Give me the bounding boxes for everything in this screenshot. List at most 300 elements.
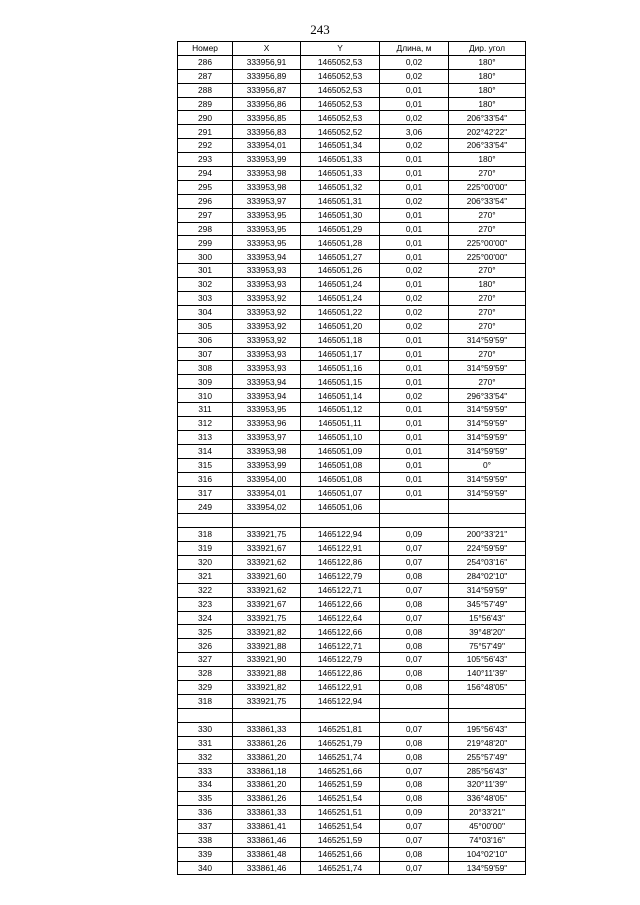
cell-x: 333956,89 (233, 69, 301, 83)
table-row (178, 430, 526, 444)
cell-x: 333954,01 (233, 139, 301, 153)
cell-length (380, 694, 449, 708)
table-row (178, 139, 526, 153)
cell-number: 298 (178, 222, 233, 236)
cell-length: 0,02 (380, 264, 449, 278)
cell-direction-angle: 284°02'10" (449, 569, 526, 583)
cell-y: 1465052,52 (301, 125, 380, 139)
cell-direction-angle: 206°33'54" (449, 194, 526, 208)
cell-y: 1465051,09 (301, 444, 380, 458)
table-row (178, 667, 526, 681)
cell-direction-angle: 270° (449, 264, 526, 278)
table-row (178, 347, 526, 361)
cell-x: 333956,85 (233, 111, 301, 125)
cell-number: 330 (178, 722, 233, 736)
table-row (178, 514, 526, 528)
table-row (178, 417, 526, 431)
cell-x: 333953,98 (233, 180, 301, 194)
cell-number: 315 (178, 458, 233, 472)
cell-direction-angle: 270° (449, 305, 526, 319)
cell-x: 333953,94 (233, 250, 301, 264)
cell-x: 333861,20 (233, 778, 301, 792)
cell-x: 333953,95 (233, 208, 301, 222)
cell-length: 0,01 (380, 83, 449, 97)
cell-direction-angle: 314°59'59" (449, 333, 526, 347)
cell-y: 1465051,34 (301, 139, 380, 153)
cell-length: 0,07 (380, 555, 449, 569)
cell-x: 333956,86 (233, 97, 301, 111)
cell-number: 332 (178, 750, 233, 764)
table-row (178, 694, 526, 708)
cell-x: 333956,87 (233, 83, 301, 97)
cell-y: 1465251,66 (301, 847, 380, 861)
cell-direction-angle: 224°59'59" (449, 542, 526, 556)
cell-y (301, 514, 380, 528)
cell-x: 333861,46 (233, 833, 301, 847)
cell-y: 1465051,26 (301, 264, 380, 278)
cell-direction-angle: 180° (449, 153, 526, 167)
cell-length: 0,01 (380, 236, 449, 250)
cell-length: 0,07 (380, 833, 449, 847)
cell-number: 294 (178, 167, 233, 181)
cell-y: 1465122,71 (301, 639, 380, 653)
table-row (178, 250, 526, 264)
table-row (178, 861, 526, 875)
table-row (178, 542, 526, 556)
cell-direction-angle: 200°33'21" (449, 528, 526, 542)
cell-length: 0,02 (380, 111, 449, 125)
cell-direction-angle: 225°00'00" (449, 250, 526, 264)
table-row (178, 778, 526, 792)
cell-y: 1465251,79 (301, 736, 380, 750)
cell-direction-angle: 15°56'43" (449, 611, 526, 625)
cell-number (178, 708, 233, 722)
cell-direction-angle: 314°59'59" (449, 472, 526, 486)
cell-x: 333861,33 (233, 805, 301, 819)
cell-x: 333956,83 (233, 125, 301, 139)
table-row (178, 305, 526, 319)
table-row (178, 69, 526, 83)
cell-y: 1465052,53 (301, 55, 380, 69)
cell-length: 0,08 (380, 680, 449, 694)
cell-number: 324 (178, 611, 233, 625)
cell-length: 0,07 (380, 722, 449, 736)
table-row (178, 583, 526, 597)
cell-number: 288 (178, 83, 233, 97)
cell-x: 333954,02 (233, 500, 301, 514)
cell-y: 1465051,24 (301, 292, 380, 306)
cell-x: 333953,94 (233, 375, 301, 389)
cell-number: 303 (178, 292, 233, 306)
cell-length: 0,08 (380, 597, 449, 611)
cell-length: 0,01 (380, 417, 449, 431)
cell-direction-angle: 285°56'43" (449, 764, 526, 778)
cell-x: 333953,92 (233, 333, 301, 347)
cell-number: 325 (178, 625, 233, 639)
cell-number: 329 (178, 680, 233, 694)
cell-x: 333953,95 (233, 222, 301, 236)
cell-y: 1465051,33 (301, 167, 380, 181)
cell-number: 289 (178, 97, 233, 111)
coordinates-table (177, 41, 526, 875)
cell-x: 333921,88 (233, 667, 301, 681)
cell-x: 333861,33 (233, 722, 301, 736)
table-row (178, 750, 526, 764)
cell-y: 1465122,64 (301, 611, 380, 625)
cell-direction-angle: 270° (449, 347, 526, 361)
cell-direction-angle: 314°59'59" (449, 486, 526, 500)
cell-y: 1465051,28 (301, 236, 380, 250)
cell-length: 0,07 (380, 583, 449, 597)
cell-x: 333861,48 (233, 847, 301, 861)
cell-length: 0,08 (380, 667, 449, 681)
cell-length: 0,07 (380, 764, 449, 778)
cell-length: 0,01 (380, 375, 449, 389)
cell-number: 326 (178, 639, 233, 653)
cell-length: 0,08 (380, 736, 449, 750)
cell-x: 333953,95 (233, 403, 301, 417)
cell-length: 0,01 (380, 153, 449, 167)
table-row (178, 597, 526, 611)
cell-y: 1465122,86 (301, 667, 380, 681)
cell-y: 1465051,20 (301, 319, 380, 333)
cell-direction-angle: 180° (449, 97, 526, 111)
cell-number: 296 (178, 194, 233, 208)
cell-y: 1465122,71 (301, 583, 380, 597)
cell-x: 333921,60 (233, 569, 301, 583)
table-row (178, 486, 526, 500)
cell-direction-angle: 254°03'16" (449, 555, 526, 569)
cell-direction-angle: 180° (449, 83, 526, 97)
table-row (178, 764, 526, 778)
cell-number: 319 (178, 542, 233, 556)
table-row (178, 680, 526, 694)
table-row (178, 333, 526, 347)
cell-number: 331 (178, 736, 233, 750)
cell-y: 1465051,08 (301, 458, 380, 472)
cell-length: 0,07 (380, 819, 449, 833)
cell-direction-angle: 74°03'16" (449, 833, 526, 847)
table-row (178, 111, 526, 125)
cell-number: 335 (178, 792, 233, 806)
cell-length: 0,01 (380, 472, 449, 486)
cell-length: 0,01 (380, 97, 449, 111)
cell-x: 333861,20 (233, 750, 301, 764)
cell-length: 0,02 (380, 389, 449, 403)
cell-x: 333921,67 (233, 597, 301, 611)
table-row (178, 222, 526, 236)
cell-x: 333861,46 (233, 861, 301, 875)
cell-length: 0,08 (380, 750, 449, 764)
cell-x: 333953,95 (233, 236, 301, 250)
cell-number: 327 (178, 653, 233, 667)
cell-direction-angle: 180° (449, 69, 526, 83)
cell-x: 333921,88 (233, 639, 301, 653)
table-row (178, 83, 526, 97)
cell-direction-angle: 225°00'00" (449, 180, 526, 194)
cell-y: 1465122,79 (301, 569, 380, 583)
cell-direction-angle: 140°11'39" (449, 667, 526, 681)
table-row (178, 736, 526, 750)
cell-direction-angle: 270° (449, 208, 526, 222)
cell-x (233, 708, 301, 722)
cell-length: 0,09 (380, 528, 449, 542)
table-row (178, 639, 526, 653)
page-number: 243 (310, 22, 330, 37)
cell-y: 1465052,53 (301, 97, 380, 111)
table-row (178, 819, 526, 833)
cell-number: 300 (178, 250, 233, 264)
cell-length: 0,02 (380, 55, 449, 69)
table-row (178, 528, 526, 542)
column-header-length: Длина, м (380, 42, 449, 56)
table-body (178, 55, 526, 875)
cell-length (380, 514, 449, 528)
cell-length: 0,02 (380, 194, 449, 208)
cell-x: 333953,93 (233, 264, 301, 278)
cell-y (301, 708, 380, 722)
cell-y: 1465122,91 (301, 542, 380, 556)
table-row (178, 472, 526, 486)
cell-number: 320 (178, 555, 233, 569)
cell-x (233, 514, 301, 528)
cell-y: 1465251,54 (301, 819, 380, 833)
cell-y: 1465051,11 (301, 417, 380, 431)
cell-length: 0,01 (380, 430, 449, 444)
table-row (178, 361, 526, 375)
cell-direction-angle: 270° (449, 319, 526, 333)
cell-x: 333953,99 (233, 153, 301, 167)
table-row (178, 208, 526, 222)
cell-direction-angle: 314°59'59" (449, 583, 526, 597)
table-row (178, 833, 526, 847)
cell-direction-angle: 104°02'10" (449, 847, 526, 861)
cell-y: 1465052,53 (301, 111, 380, 125)
cell-length: 0,01 (380, 458, 449, 472)
column-header-number: Номер (178, 42, 233, 56)
cell-number: 305 (178, 319, 233, 333)
cell-length: 0,08 (380, 569, 449, 583)
cell-y: 1465051,12 (301, 403, 380, 417)
cell-number: 287 (178, 69, 233, 83)
table-row (178, 97, 526, 111)
cell-direction-angle: 225°00'00" (449, 236, 526, 250)
cell-direction-angle: 270° (449, 222, 526, 236)
cell-x: 333861,18 (233, 764, 301, 778)
table-row (178, 167, 526, 181)
cell-number: 337 (178, 819, 233, 833)
cell-direction-angle: 206°33'54" (449, 139, 526, 153)
cell-number: 308 (178, 361, 233, 375)
cell-y: 1465122,91 (301, 680, 380, 694)
cell-x: 333956,91 (233, 55, 301, 69)
cell-length: 0,01 (380, 333, 449, 347)
cell-length (380, 500, 449, 514)
table-row (178, 236, 526, 250)
cell-y: 1465122,86 (301, 555, 380, 569)
table-row (178, 555, 526, 569)
cell-number: 307 (178, 347, 233, 361)
table-row (178, 403, 526, 417)
cell-y: 1465051,07 (301, 486, 380, 500)
cell-length: 0,02 (380, 319, 449, 333)
cell-direction-angle: 202°42'22" (449, 125, 526, 139)
cell-x: 333953,94 (233, 389, 301, 403)
cell-length: 0,08 (380, 625, 449, 639)
table-row (178, 458, 526, 472)
cell-x: 333953,93 (233, 278, 301, 292)
cell-x: 333921,62 (233, 555, 301, 569)
cell-direction-angle: 320°11'39" (449, 778, 526, 792)
cell-y: 1465051,32 (301, 180, 380, 194)
table-row (178, 805, 526, 819)
table-row (178, 847, 526, 861)
cell-direction-angle: 270° (449, 167, 526, 181)
cell-x: 333921,82 (233, 680, 301, 694)
cell-number: 322 (178, 583, 233, 597)
table-row (178, 180, 526, 194)
table-row (178, 708, 526, 722)
cell-number: 334 (178, 778, 233, 792)
cell-y: 1465251,54 (301, 792, 380, 806)
cell-x: 333953,92 (233, 305, 301, 319)
cell-number: 339 (178, 847, 233, 861)
cell-direction-angle: 296°33'54" (449, 389, 526, 403)
cell-direction-angle: 180° (449, 278, 526, 292)
cell-direction-angle: 180° (449, 55, 526, 69)
cell-length: 0,02 (380, 139, 449, 153)
cell-number: 328 (178, 667, 233, 681)
cell-y: 1465051,14 (301, 389, 380, 403)
cell-length: 0,01 (380, 180, 449, 194)
cell-number: 291 (178, 125, 233, 139)
cell-y: 1465122,66 (301, 597, 380, 611)
cell-y: 1465051,16 (301, 361, 380, 375)
cell-length: 0,08 (380, 792, 449, 806)
cell-x: 333953,93 (233, 361, 301, 375)
cell-y: 1465051,10 (301, 430, 380, 444)
cell-x: 333921,67 (233, 542, 301, 556)
table-row (178, 444, 526, 458)
cell-direction-angle: 219°48'20" (449, 736, 526, 750)
cell-number: 293 (178, 153, 233, 167)
cell-length: 0,08 (380, 639, 449, 653)
cell-number: 286 (178, 55, 233, 69)
cell-direction-angle: 134°59'59" (449, 861, 526, 875)
cell-length: 0,09 (380, 805, 449, 819)
cell-x: 333861,26 (233, 792, 301, 806)
cell-length: 0,01 (380, 486, 449, 500)
cell-x: 333921,90 (233, 653, 301, 667)
cell-number: 290 (178, 111, 233, 125)
cell-y: 1465051,18 (301, 333, 380, 347)
cell-number: 317 (178, 486, 233, 500)
cell-x: 333861,41 (233, 819, 301, 833)
table-row (178, 125, 526, 139)
table-row (178, 153, 526, 167)
cell-direction-angle: 0° (449, 458, 526, 472)
cell-number: 318 (178, 694, 233, 708)
cell-y: 1465051,29 (301, 222, 380, 236)
cell-number: 299 (178, 236, 233, 250)
cell-x: 333921,82 (233, 625, 301, 639)
cell-number: 314 (178, 444, 233, 458)
cell-length: 0,01 (380, 361, 449, 375)
cell-direction-angle: 156°48'05" (449, 680, 526, 694)
cell-number: 311 (178, 403, 233, 417)
cell-number: 249 (178, 500, 233, 514)
cell-number: 340 (178, 861, 233, 875)
cell-x: 333953,98 (233, 167, 301, 181)
cell-y: 1465251,81 (301, 722, 380, 736)
cell-x: 333953,98 (233, 444, 301, 458)
table-row (178, 625, 526, 639)
cell-y: 1465122,79 (301, 653, 380, 667)
cell-length: 0,01 (380, 222, 449, 236)
cell-number: 304 (178, 305, 233, 319)
cell-direction-angle: 20°33'21" (449, 805, 526, 819)
cell-x: 333953,97 (233, 194, 301, 208)
cell-length: 0,01 (380, 444, 449, 458)
cell-y: 1465251,51 (301, 805, 380, 819)
column-header-y: Y (301, 42, 380, 56)
cell-direction-angle: 314°59'59" (449, 444, 526, 458)
cell-y: 1465051,24 (301, 278, 380, 292)
table-row (178, 319, 526, 333)
cell-length: 0,02 (380, 69, 449, 83)
cell-length (380, 708, 449, 722)
cell-length: 0,01 (380, 403, 449, 417)
cell-y: 1465251,59 (301, 778, 380, 792)
cell-direction-angle: 39°48'20" (449, 625, 526, 639)
cell-y: 1465051,17 (301, 347, 380, 361)
cell-number: 318 (178, 528, 233, 542)
cell-direction-angle: 195°56'43" (449, 722, 526, 736)
table-row (178, 653, 526, 667)
cell-direction-angle (449, 514, 526, 528)
cell-direction-angle (449, 708, 526, 722)
cell-number: 309 (178, 375, 233, 389)
cell-length: 3,06 (380, 125, 449, 139)
cell-length: 0,07 (380, 542, 449, 556)
cell-number: 313 (178, 430, 233, 444)
cell-y: 1465051,31 (301, 194, 380, 208)
cell-direction-angle: 75°57'49" (449, 639, 526, 653)
table-row (178, 500, 526, 514)
cell-length: 0,01 (380, 278, 449, 292)
cell-direction-angle (449, 500, 526, 514)
cell-direction-angle: 255°57'49" (449, 750, 526, 764)
cell-y: 1465122,94 (301, 694, 380, 708)
cell-number: 338 (178, 833, 233, 847)
cell-y: 1465051,08 (301, 472, 380, 486)
table-row (178, 375, 526, 389)
cell-direction-angle: 45°00'00" (449, 819, 526, 833)
cell-length: 0,02 (380, 305, 449, 319)
table-header-row (178, 42, 526, 56)
column-header-x: X (233, 42, 301, 56)
cell-length: 0,07 (380, 653, 449, 667)
cell-direction-angle: 270° (449, 292, 526, 306)
table-row (178, 55, 526, 69)
cell-x: 333953,92 (233, 292, 301, 306)
cell-length: 0,08 (380, 778, 449, 792)
cell-number: 292 (178, 139, 233, 153)
cell-number: 295 (178, 180, 233, 194)
table-row (178, 389, 526, 403)
cell-length: 0,01 (380, 167, 449, 181)
cell-x: 333921,62 (233, 583, 301, 597)
